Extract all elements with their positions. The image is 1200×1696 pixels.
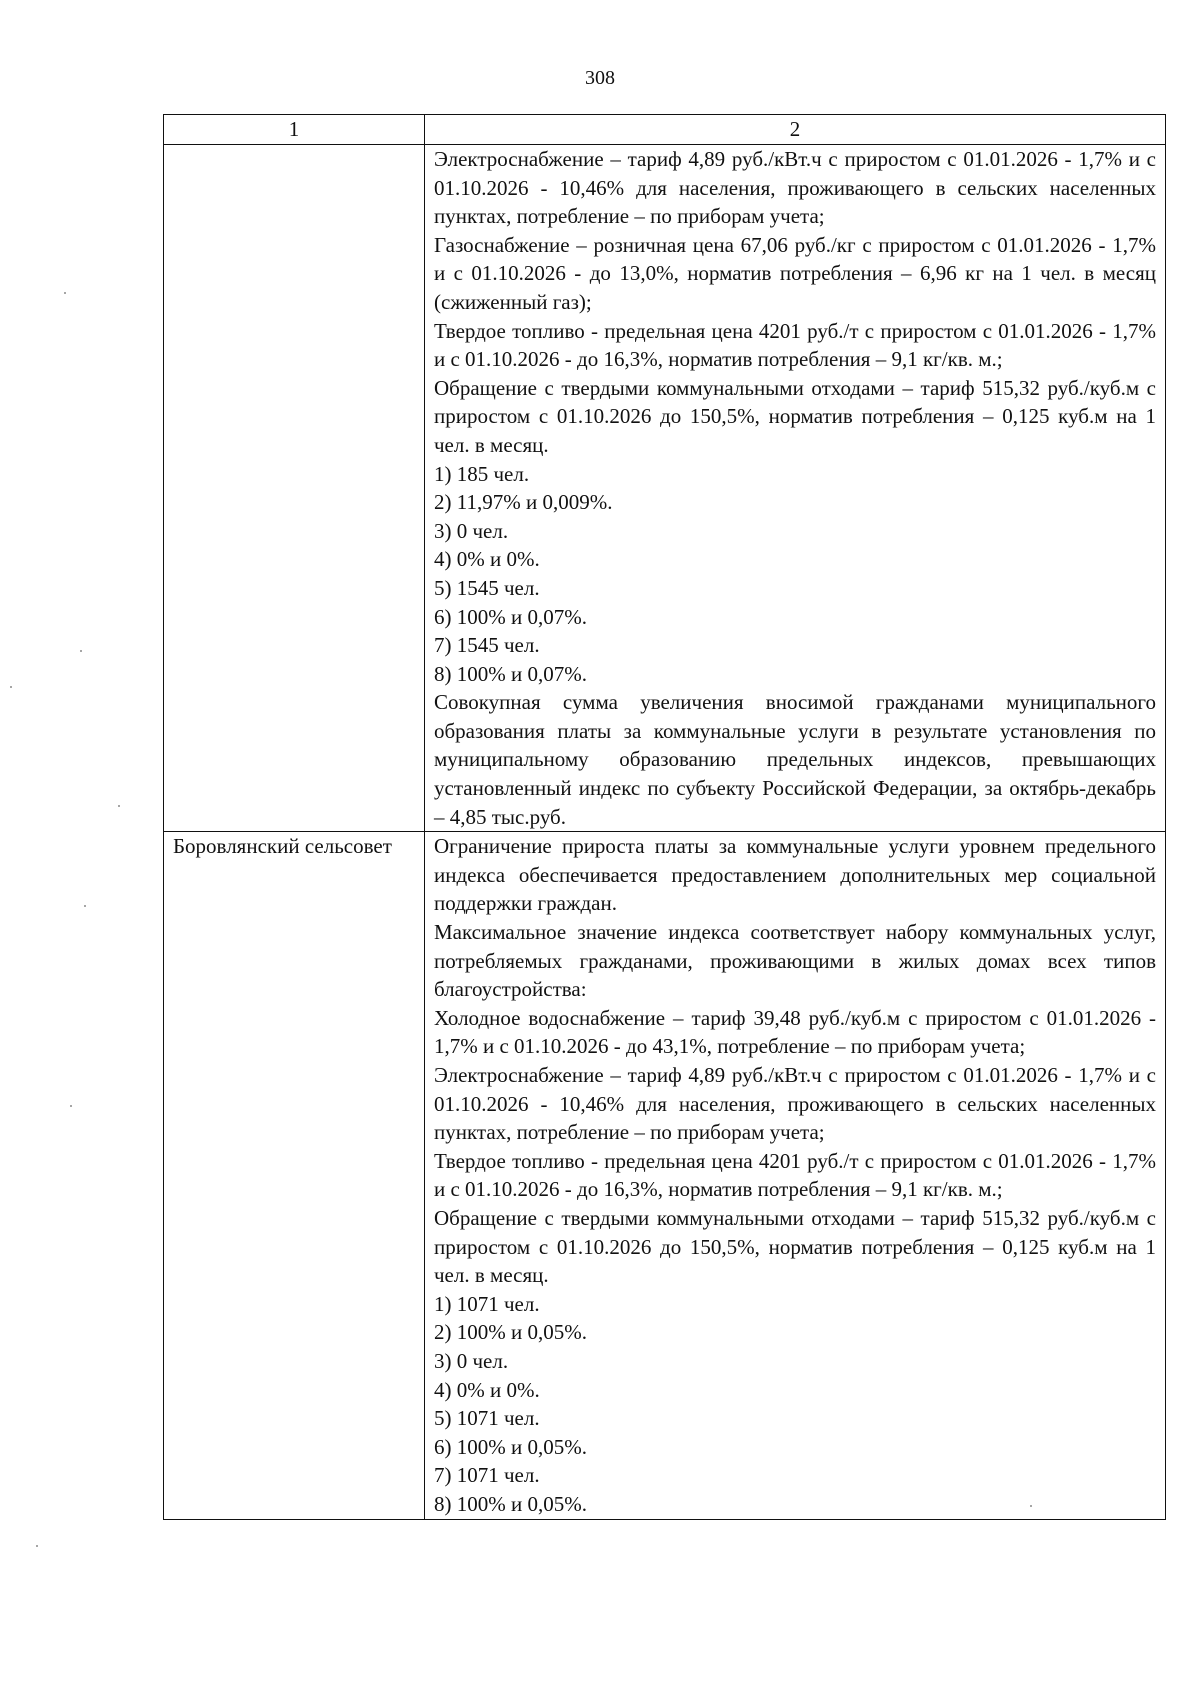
scan-speck [80,650,82,652]
paragraph: Максимальное значение индекса соответствует набору коммунальных услуг, потребляемых гражданами, проживающими в жилых домах всех типов благоустройства: [434,920,1156,1002]
paragraph: Холодное водоснабжение – тариф 39,48 руб./куб.м с приростом с 01.01.2026 - 1,7% и с 01.10.2026 - до 43,1%, потребление – по приборам учета; [434,1005,1156,1059]
paragraph: Твердое топливо - предельная цена 4201 руб./т с приростом с 01.01.2026 - 1,7% и с 01.10.2026 - до 16,3%, норматив потребления – 9,1 кг/кв. м.; [434,1148,1156,1202]
scan-speck [36,1545,38,1547]
paragraph: Обращение с твердыми коммунальными отходами – тариф 515,32 руб./куб.м с приростом с 01.10.2026 до 150,5%, норматив потребления – 0,125 куб.м на 1 чел. в месяц. [434,1205,1156,1288]
list-item: 1) 1071 чел. [434,1291,540,1316]
paragraph-list [434,832,1156,1518]
list-item: 2) 11,97% и 0,009%. [434,490,613,515]
scan-speck [70,1105,72,1107]
list-item: 7) 1071 чел. [434,1463,540,1488]
municipality-cell: Боровлянский сельсовет [164,832,425,1519]
municipality-cell [164,145,425,832]
description-cell [425,832,1166,1519]
list-item: 5) 1071 чел. [434,1406,540,1431]
list-item: 8) 100% и 0,07%. [434,661,587,686]
list-item: 6) 100% и 0,07%. [434,604,587,629]
table-header-row [164,115,1166,145]
table-row [164,832,1166,1519]
table-row [164,145,1166,832]
list-item: 3) 0 чел. [434,1348,509,1373]
paragraph: Обращение с твердыми коммунальными отходами – тариф 515,32 руб./куб.м с приростом с 01.10.2026 до 150,5%, норматив потребления – 0,125 куб.м на 1 чел. в месяц. [434,375,1156,457]
scan-speck [84,905,86,907]
page-number: 308 [585,67,615,89]
paragraph: Электроснабжение – тариф 4,89 руб./кВт.ч с приростом с 01.01.2026 - 1,7% и с 01.10.2026 - 10,46% для населения, проживающего в сельских населенных пунктах, потребление – по приборам учета; [434,147,1156,229]
column-header: 1 [164,115,425,145]
scan-speck [1030,1505,1032,1507]
list-item: 4) 0% и 0%. [434,1377,540,1402]
list-item: 5) 1545 чел. [434,575,540,600]
scan-speck [64,292,66,294]
paragraph: Электроснабжение – тариф 4,89 руб./кВт.ч с приростом с 01.01.2026 - 1,7% и с 01.10.2026 - 10,46% для населения, проживающего в сельских населенных пунктах, потребление – по приборам учета; [434,1063,1156,1145]
paragraph: Газоснабжение – розничная цена 67,06 руб./кг с приростом с 01.01.2026 - 1,7% и с 01.10.2026 - до 13,0%, норматив потребления – 6,96 кг на 1 чел. в месяц (сжиженный газ); [434,232,1156,314]
scan-speck [118,805,120,807]
paragraph: Твердое топливо - предельная цена 4201 руб./т с приростом с 01.01.2026 - 1,7% и с 01.10.2026 - до 16,3%, норматив потребления – 9,1 кг/кв. м.; [434,318,1156,372]
paragraph: Совокупная сумма увеличения вносимой гражданами муниципального образования платы за коммунальные услуги в результате установления по муниципальному образованию предельных индексов, превышающих установленный индекс по субъекту Российской Федерации, за октябрь-декабрь – 4,85 тыс.руб. [434,690,1156,829]
list-item: 6) 100% и 0,05%. [434,1434,587,1459]
paragraph: Ограничение прироста платы за коммунальные услуги уровнем предельного индекса обеспечивается предоставлением дополнительных мер социальной поддержки граждан. [434,834,1156,916]
paragraph-list [434,145,1156,831]
list-item: 1) 185 чел. [434,461,530,486]
tariff-table [163,114,1166,1520]
list-item: 4) 0% и 0%. [434,547,540,572]
list-item: 7) 1545 чел. [434,633,540,658]
list-item: 8) 100% и 0,05%. [434,1491,587,1516]
description-cell [425,145,1166,832]
list-item: 2) 100% и 0,05%. [434,1320,587,1345]
scan-speck [10,686,12,688]
list-item: 3) 0 чел. [434,518,509,543]
column-header: 2 [425,115,1166,145]
